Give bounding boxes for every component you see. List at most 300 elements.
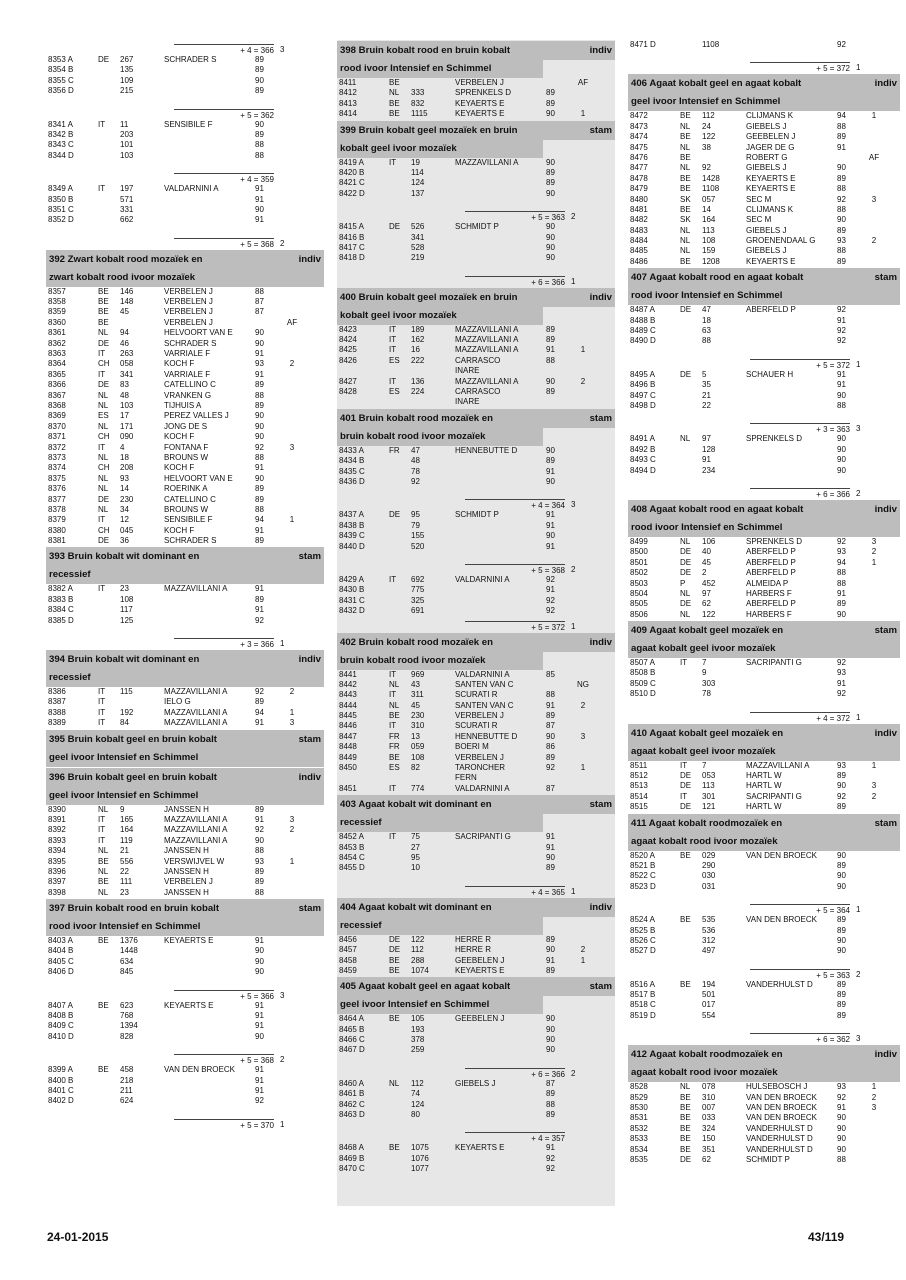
class-type-tag: stam — [298, 551, 321, 563]
score: 88 — [255, 452, 264, 462]
country-code — [389, 606, 411, 616]
country-code — [98, 595, 120, 605]
table-row — [628, 1145, 900, 1155]
table-row — [46, 339, 324, 349]
table-row — [628, 802, 900, 812]
owner-name: MAZZAVILLANI A — [164, 584, 228, 594]
entry-id: 8527 D — [630, 946, 656, 956]
placing — [859, 370, 889, 380]
table-row — [628, 761, 900, 771]
score: 88 — [837, 400, 846, 410]
ring-number: 230 — [120, 494, 134, 504]
table-row — [628, 668, 900, 678]
placing — [277, 495, 307, 505]
country-code: P — [680, 578, 686, 588]
score: 91 — [546, 510, 555, 520]
owner-name — [746, 1000, 837, 1010]
table-row — [46, 195, 324, 205]
country-code: BE — [680, 850, 691, 860]
placing — [277, 967, 307, 977]
group-placing: 1 — [571, 621, 576, 631]
class-header — [628, 814, 900, 833]
placing: 3 — [580, 731, 586, 741]
placing: 3 — [871, 781, 877, 791]
entry-id: 8508 B — [630, 668, 656, 678]
entry-id: 8418 D — [339, 253, 365, 263]
placing — [277, 65, 307, 75]
group-total-score: + 4 = 366 — [174, 44, 274, 55]
ring-number: 090 — [120, 432, 134, 442]
country-code — [680, 316, 702, 326]
country-code — [389, 542, 411, 552]
entry-id: 8447 — [339, 731, 357, 741]
group-total-score: + 6 = 366 — [465, 276, 565, 287]
ring-number: 1077 — [411, 1164, 429, 1174]
placing: 3 — [289, 814, 295, 824]
entry-id: 8468 A — [339, 1143, 364, 1153]
owner-name: ALMEIDA P — [746, 578, 789, 588]
owner-name: KEYAERTS E — [746, 173, 796, 183]
entry-id: 8456 — [339, 934, 357, 944]
placing: 1 — [871, 557, 877, 567]
placing — [568, 387, 598, 397]
ring-number: 27 — [411, 842, 420, 852]
score: 88 — [837, 121, 846, 131]
placing — [568, 585, 598, 595]
owner-name: HELVOORT VAN E — [164, 328, 233, 338]
placing — [277, 339, 307, 349]
owner-name — [164, 205, 255, 215]
country-code: IT — [98, 697, 106, 707]
entry-id: 8532 — [630, 1123, 648, 1133]
table-row — [337, 531, 615, 541]
ring-number: 290 — [702, 860, 716, 870]
table-row — [46, 370, 324, 380]
placing — [277, 957, 307, 967]
placing — [277, 1065, 307, 1075]
country-code: IT — [98, 369, 106, 379]
placing — [859, 40, 889, 50]
owner-name — [164, 946, 255, 956]
table-row — [628, 174, 900, 184]
owner-name: SCHMIDT P — [455, 510, 499, 520]
country-code: BE — [98, 877, 109, 887]
table-row — [337, 1089, 615, 1099]
country-code: DE — [680, 1155, 692, 1164]
ring-number: 197 — [120, 184, 134, 194]
country-code — [680, 1011, 702, 1021]
ring-number: 203 — [120, 129, 134, 139]
entry-id: 8483 — [630, 225, 648, 235]
placing — [859, 226, 889, 236]
group-total-score: + 5 = 363 — [465, 211, 565, 222]
score: 88 — [837, 1155, 846, 1164]
ring-number: 078 — [702, 1082, 716, 1092]
table-row — [46, 1065, 324, 1075]
placing: AF — [577, 78, 589, 87]
placing: AF — [286, 317, 298, 327]
entry-id: 8426 — [339, 355, 357, 365]
entry-id: 8430 B — [339, 585, 365, 595]
score — [255, 318, 277, 328]
class-header — [628, 500, 900, 519]
ring-number: 45 — [411, 700, 420, 710]
country-code: BE — [98, 297, 109, 307]
ring-number: 38 — [702, 142, 711, 152]
score: 89 — [546, 965, 555, 975]
entry-id: 8518 C — [630, 1000, 656, 1010]
group-total — [337, 211, 615, 222]
table-row — [46, 380, 324, 390]
group-total-score: + 5 = 370 — [174, 1119, 274, 1130]
placing: AF — [868, 152, 880, 162]
country-code: CH — [98, 432, 110, 442]
table-row — [46, 495, 324, 505]
country-code: DE — [389, 510, 401, 520]
placing — [568, 863, 598, 873]
spacer — [337, 487, 615, 495]
entry-id: 8364 — [48, 359, 66, 369]
placing — [568, 711, 598, 721]
ring-number: 164 — [120, 825, 134, 835]
entry-id: 8522 C — [630, 871, 656, 881]
table-row — [337, 168, 615, 178]
country-code — [98, 1086, 120, 1096]
entry-id: 8526 C — [630, 935, 656, 945]
score: 90 — [837, 163, 846, 173]
country-code: BE — [680, 1123, 691, 1133]
table-row — [628, 1155, 900, 1165]
score: 89 — [837, 925, 846, 935]
entry-id: 8411 — [339, 78, 357, 87]
score: 92 — [255, 687, 264, 697]
group-total — [337, 499, 615, 510]
table-row — [46, 877, 324, 887]
ring-number: 634 — [120, 956, 134, 966]
entry-id: 8514 — [630, 791, 648, 801]
score: 90 — [255, 119, 264, 129]
ring-number: 288 — [411, 955, 425, 965]
placing: 1 — [289, 856, 295, 866]
score: 93 — [837, 760, 846, 770]
score: 90 — [546, 376, 555, 386]
table-row — [337, 521, 615, 531]
entry-id: 8505 — [630, 599, 648, 609]
score: 90 — [546, 531, 555, 541]
placing — [277, 86, 307, 96]
class-title: 394 Bruin kobalt wit dominant en — [49, 654, 200, 666]
country-code: IT — [98, 349, 106, 359]
score: 90 — [837, 1113, 846, 1123]
spacer — [628, 50, 900, 58]
owner-name: FERN — [455, 773, 477, 783]
ring-number: 108 — [120, 594, 134, 604]
ring-number: 17 — [120, 411, 129, 421]
owner-name: KEYAERTS E — [164, 1000, 214, 1010]
country-code — [98, 967, 120, 977]
ring-number: 11 — [120, 119, 129, 129]
owner-name: VALDARNINI A — [455, 783, 510, 793]
ring-number: 18 — [120, 452, 129, 462]
owner-name — [746, 668, 837, 678]
ring-number: 1108 — [702, 184, 720, 194]
owner-name: HENNEBUTTE D — [455, 445, 518, 455]
entry-id: 8472 — [630, 111, 648, 121]
score: 89 — [837, 860, 846, 870]
placing: 3 — [871, 536, 877, 546]
group-placing: 3 — [280, 990, 285, 1000]
score: 90 — [546, 188, 555, 198]
ring-number: 14 — [702, 204, 711, 214]
placing — [568, 606, 598, 616]
owner-name: HARTL W — [746, 781, 782, 791]
placing — [277, 215, 307, 225]
score: 89 — [546, 88, 555, 98]
group-total — [337, 1132, 615, 1143]
ring-number: 159 — [702, 246, 716, 256]
owner-name: KEYAERTS E — [746, 184, 796, 194]
entry-id: 8486 — [630, 256, 648, 266]
group-placing: 1 — [856, 359, 861, 369]
placing: 3 — [871, 194, 877, 204]
owner-name: VERBELEN J — [164, 307, 213, 317]
spacer — [628, 1021, 900, 1029]
ring-number: 045 — [120, 525, 134, 535]
placing — [568, 178, 598, 188]
entry-id: 8427 — [339, 376, 357, 386]
country-code: NL — [389, 88, 400, 98]
entry-id: 8361 — [48, 328, 66, 338]
country-code: SK — [680, 215, 691, 225]
owner-name — [455, 542, 546, 552]
entry-id: 8464 A — [339, 1014, 364, 1024]
group-total — [337, 276, 615, 287]
group-placing: 2 — [280, 238, 285, 248]
table-row — [337, 763, 615, 773]
country-code: IT — [98, 687, 106, 697]
entry-id: 8440 D — [339, 541, 365, 551]
country-code: DE — [98, 338, 110, 348]
country-code — [98, 1032, 120, 1042]
class-subtitle: recessief — [337, 814, 543, 832]
owner-name: MAZZAVILLANI A — [164, 835, 228, 845]
entry-id: 8386 — [48, 687, 66, 697]
owner-name: KOCH F — [164, 463, 195, 473]
placing — [277, 287, 307, 297]
table-row — [337, 542, 615, 552]
country-code: IT — [389, 574, 397, 584]
table-row — [628, 205, 900, 215]
entry-id: 8341 A — [48, 119, 73, 129]
placing — [277, 474, 307, 484]
ring-number: 1208 — [702, 256, 720, 266]
owner-name: MAZZAVILLANI A — [455, 376, 519, 386]
owner-name: GIEBELS J — [455, 1078, 496, 1088]
country-code: IT — [680, 658, 688, 668]
ring-number: 969 — [411, 669, 425, 679]
group-total — [46, 990, 324, 1001]
entry-id: 8494 D — [630, 465, 656, 475]
ring-number: 303 — [702, 678, 716, 688]
ring-number: 78 — [411, 466, 420, 476]
entry-id: 8531 — [630, 1113, 648, 1123]
owner-name — [746, 466, 837, 476]
entry-id: 8461 B — [339, 1089, 365, 1099]
table-row — [628, 936, 900, 946]
group-total — [46, 638, 324, 649]
placing — [859, 610, 889, 620]
owner-name: GIEBELS J — [746, 121, 787, 131]
table-row — [46, 349, 324, 359]
owner-name: SCURATI R — [455, 721, 498, 731]
entry-id: 8421 C — [339, 178, 365, 188]
placing — [859, 915, 889, 925]
entry-id: 8474 — [630, 132, 648, 142]
class-title: 407 Agaat kobalt rood en agaat kobalt — [631, 272, 804, 284]
class-type-tag: indiv — [589, 291, 612, 303]
owner-name — [746, 689, 837, 699]
country-code: DE — [98, 55, 110, 64]
score: 90 — [837, 935, 846, 945]
placing — [859, 689, 889, 699]
placing — [859, 305, 889, 315]
entry-id: 8510 D — [630, 689, 656, 699]
group-total-score: + 4 = 364 — [465, 499, 565, 510]
placing — [568, 1089, 598, 1099]
class-subtitle: agaat kobalt rood ivoor mozaïek — [628, 1064, 900, 1082]
table-row — [46, 888, 324, 898]
ring-number: 105 — [411, 1014, 425, 1024]
score: 90 — [546, 852, 555, 862]
score: 92 — [255, 615, 264, 625]
owner-name — [455, 467, 546, 477]
table-row — [46, 205, 324, 215]
placing — [859, 257, 889, 267]
ring-number: 192 — [120, 707, 134, 717]
class-title: 411 Agaat kobalt roodmozaïek en — [631, 817, 783, 829]
owner-name: TIJHUIS A — [164, 400, 202, 410]
placing: 1 — [871, 760, 877, 770]
entry-id: 8515 — [630, 802, 648, 812]
owner-name: SACRIPANTI G — [746, 658, 802, 668]
owner-name: SANTEN VAN C — [455, 700, 514, 710]
owner-name: HARBERS F — [746, 588, 792, 598]
table-row — [337, 773, 615, 783]
class-subtitle: recessief — [46, 669, 324, 687]
placing — [277, 946, 307, 956]
table-row — [337, 1110, 615, 1120]
placing — [277, 205, 307, 215]
placing: 1 — [289, 515, 295, 525]
score: 87 — [546, 1078, 555, 1088]
table-row — [628, 316, 900, 326]
country-code: NL — [680, 609, 691, 619]
owner-name — [455, 863, 546, 873]
score: 88 — [255, 390, 264, 400]
table-row — [46, 140, 324, 150]
class-title: 403 Agaat kobalt wit dominant en — [340, 799, 492, 811]
table-row — [46, 957, 324, 967]
entry-id — [337, 773, 389, 783]
table-row — [46, 1076, 324, 1086]
score: 89 — [546, 1110, 555, 1120]
country-code — [680, 679, 702, 689]
group-total — [628, 969, 900, 980]
country-code — [389, 233, 411, 243]
entry-id: 8448 — [339, 742, 357, 752]
score: 90 — [546, 1045, 555, 1055]
placing: 3 — [289, 718, 295, 728]
country-code — [389, 521, 411, 531]
owner-name — [164, 1032, 255, 1042]
group-total-score: + 5 = 368 — [174, 238, 274, 249]
ring-number: 19 — [411, 157, 420, 167]
country-code: NL — [98, 400, 109, 410]
entry-id: 8415 A — [339, 222, 364, 232]
country-code: BE — [98, 1000, 109, 1010]
ring-number: 033 — [702, 1113, 716, 1123]
country-code — [389, 1025, 411, 1035]
score: 90 — [255, 204, 264, 214]
score: 90 — [837, 946, 846, 956]
placing — [277, 888, 307, 898]
table-row — [628, 445, 900, 455]
owner-name — [455, 253, 546, 263]
country-code — [389, 585, 411, 595]
owner-name: SENSIBILE F — [164, 515, 213, 525]
table-row — [337, 784, 615, 794]
table-row — [337, 935, 615, 945]
placing — [859, 1113, 889, 1123]
class-subtitle: bruin kobalt rood ivoor mozaïek — [337, 652, 543, 670]
class-subtitle: recessief — [46, 566, 324, 584]
class-header — [337, 633, 615, 652]
owner-name: VANDERHULST D — [746, 1134, 813, 1144]
spacer — [337, 264, 615, 272]
owner-name — [455, 456, 546, 466]
class-title: 412 Agaat kobalt roodmozaïek en — [631, 1049, 783, 1061]
entry-id: 8342 B — [48, 129, 74, 139]
owner-name — [164, 595, 255, 605]
country-code: IT — [98, 825, 106, 835]
score: 90 — [837, 444, 846, 454]
ring-number: 007 — [702, 1103, 716, 1113]
owner-name: BROUNS W — [164, 452, 208, 462]
owner-name: GEEBELEN J — [455, 955, 505, 965]
owner-name: SCURATI R — [455, 690, 498, 700]
class-header — [46, 768, 324, 787]
class-type-tag: stam — [589, 412, 612, 424]
score: 90 — [546, 1024, 555, 1034]
table-row — [337, 742, 615, 752]
table-row — [46, 718, 324, 728]
score: 89 — [837, 173, 846, 183]
country-code — [680, 380, 702, 390]
ring-number: 1376 — [120, 936, 138, 946]
country-code: IT — [98, 184, 106, 194]
entry-id: 8444 — [339, 700, 357, 710]
table-row — [46, 805, 324, 815]
group-total — [628, 62, 900, 73]
group-placing — [274, 109, 324, 120]
table-row — [337, 243, 615, 253]
ring-number: 2 — [702, 568, 707, 578]
placing — [568, 721, 598, 731]
score: 93 — [255, 359, 264, 369]
entry-id: 8349 A — [48, 184, 73, 194]
country-code: BE — [680, 1092, 691, 1102]
country-code — [680, 391, 702, 401]
